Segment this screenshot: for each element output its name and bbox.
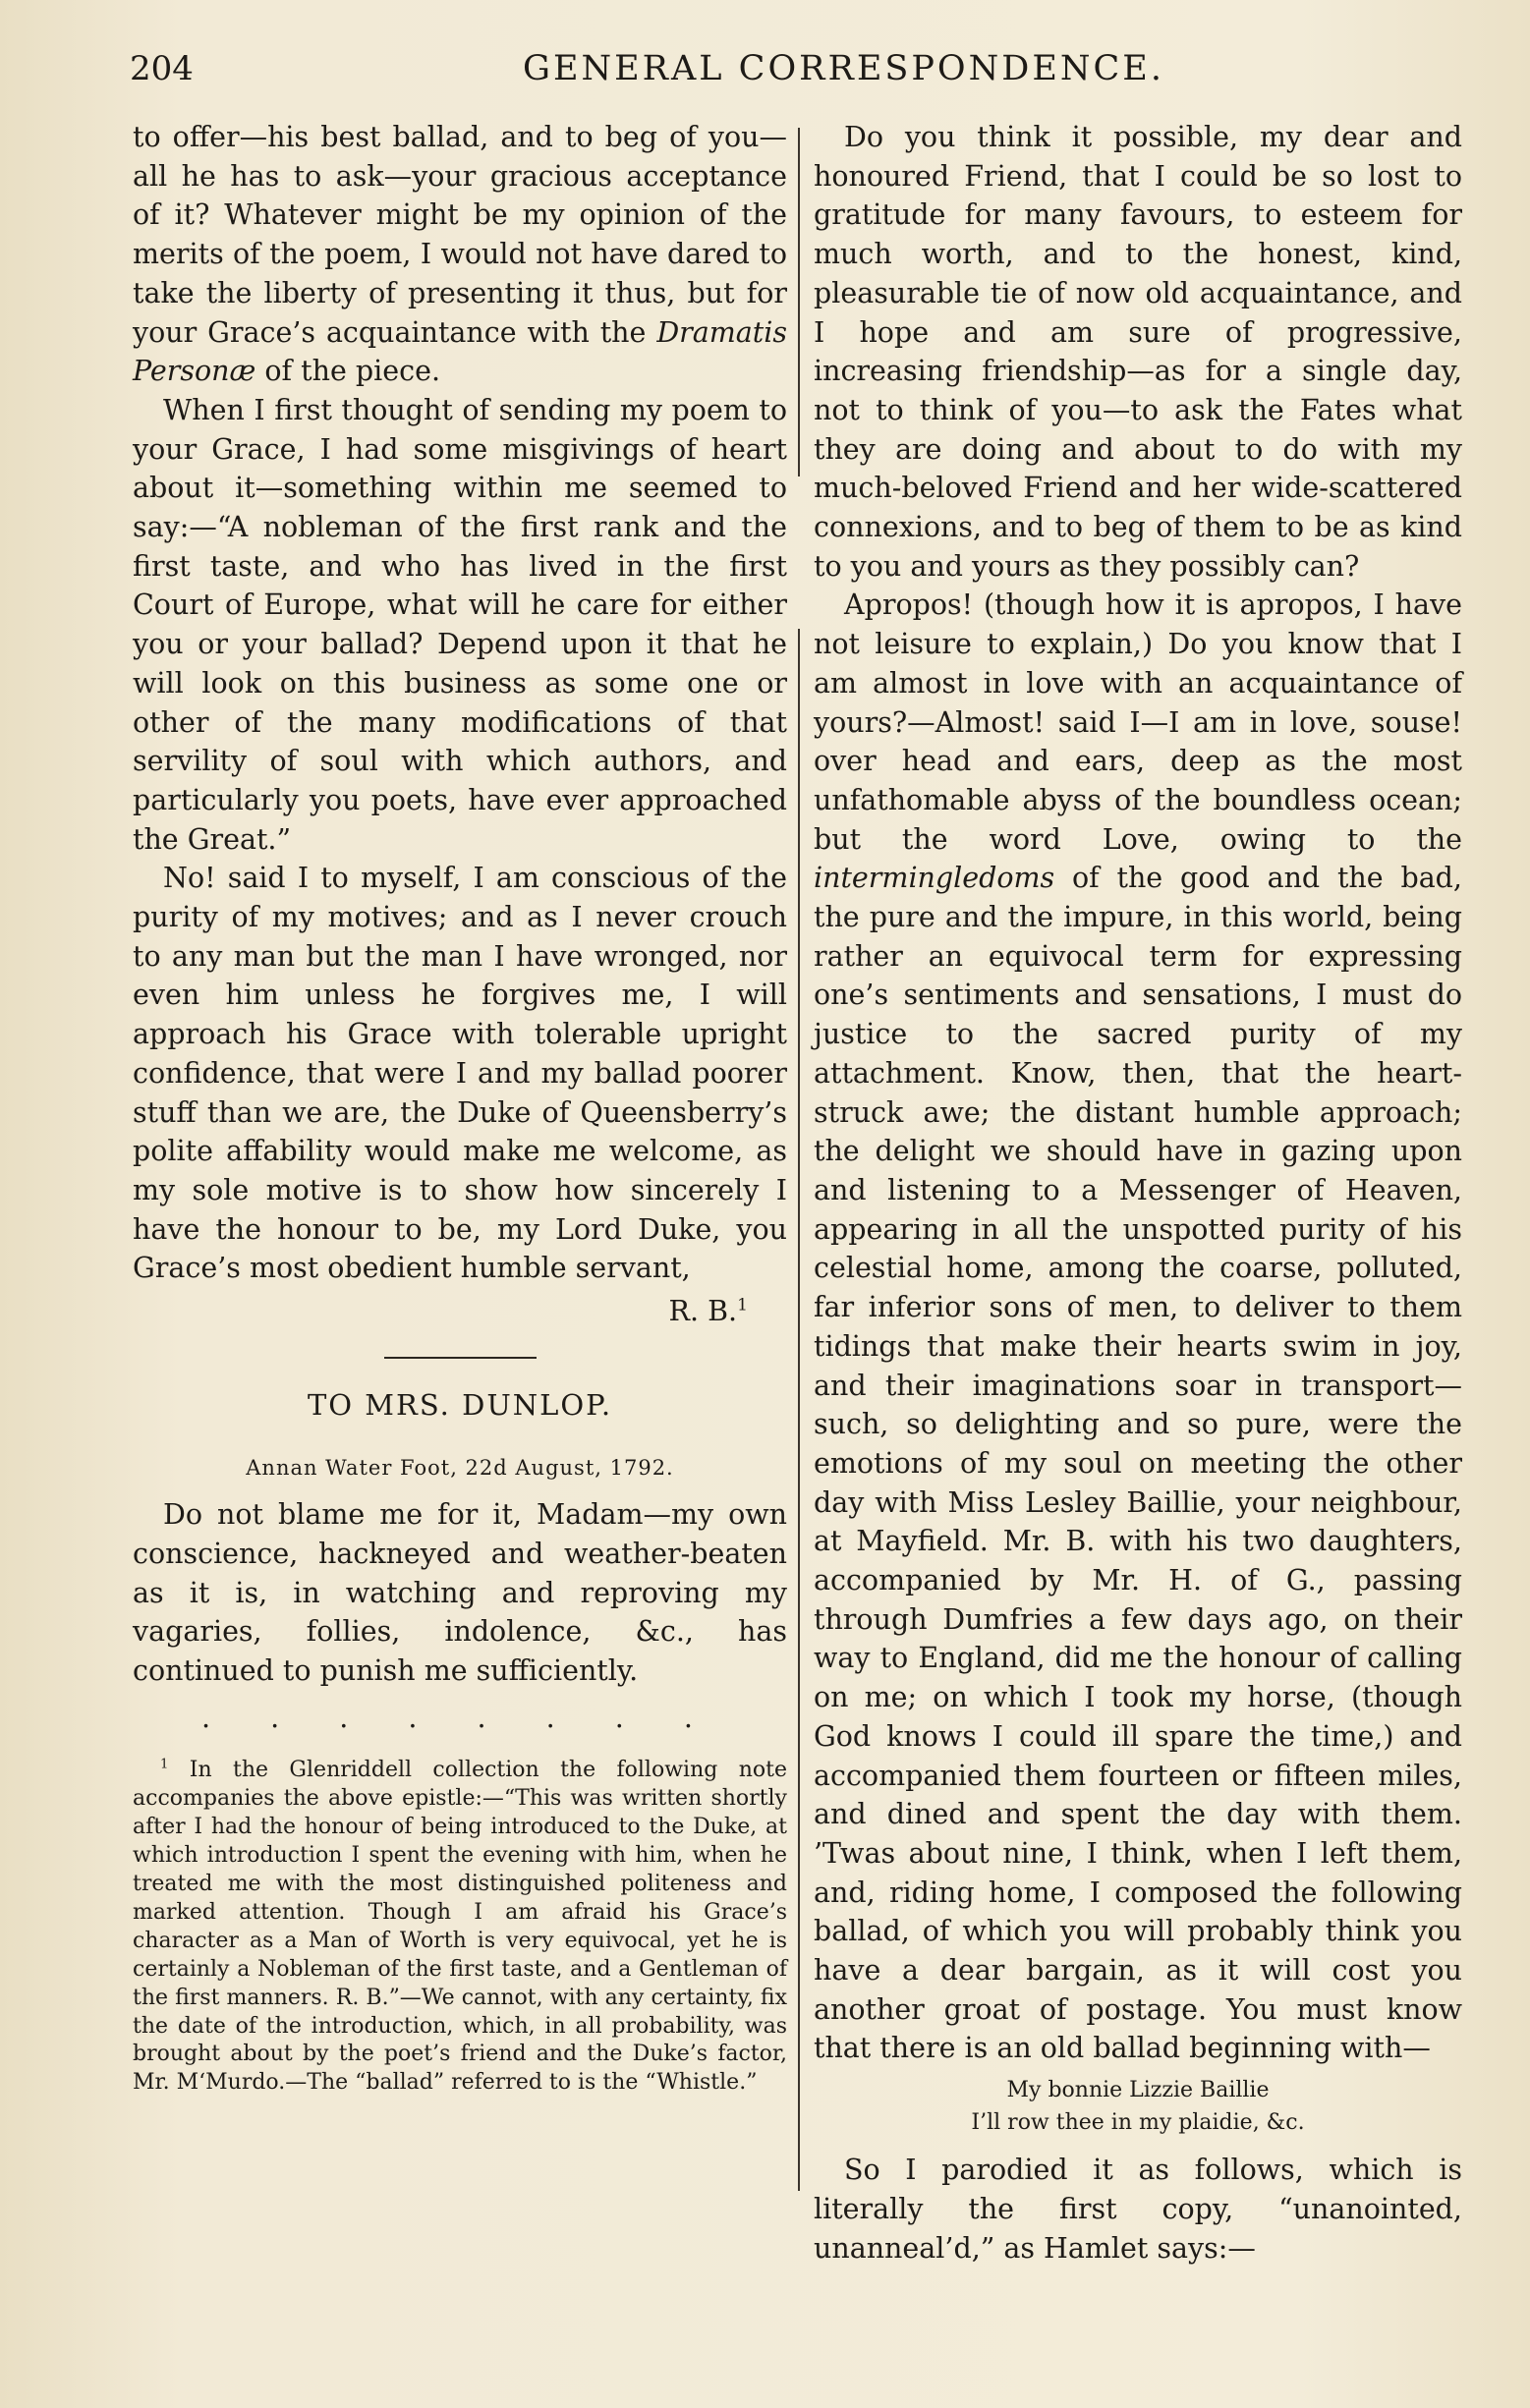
running-title: GENERAL CORRESPONDENCE.: [523, 49, 1164, 88]
page-header: [130, 49, 1164, 98]
column-divider-top: [798, 128, 800, 476]
verse-line-2: I’ll row thee in my plaidie, &c.: [971, 2110, 1305, 2136]
paragraph-do-not-blame: Do not blame me for it, Madam—my own conscience, hackneyed and weather-beaten as it is, in watching and reproving my vagaries, follies, indolence, &c., has continued to punish me sufficiently.: [133, 1498, 787, 1688]
paragraph-continuation: to offer—his best ballad, and to beg of you—all he has to ask—your gracious acceptance of it? Whatever might be my opinion of the merits of the poem, I would not have dared to take the liberty of presenting it thus, but for your Grace’s acquaintance with the Dramatis Personæ of the piece.: [133, 121, 787, 388]
signature: R. B.$^1$: [668, 1295, 748, 1328]
left-column: [133, 118, 787, 2098]
letter-title: TO MRS. DUNLOP.: [307, 1387, 613, 1422]
footnote-marker: 1: [737, 1295, 748, 1316]
italic-dramatis-personae: Dramatis Personæ: [133, 315, 787, 388]
verse-line-1: My bonnie Lizzie Baillie: [1006, 2078, 1270, 2103]
page-number: 204: [130, 49, 194, 88]
paragraph-conscious: No! said I to myself, I am conscious of the purity of my motives; and as I never crouch to any man but the man I have wronged, nor even him unless he forgives me, I will approach his Grace with tolerable upright confidence, that were I and my ballad poorer stuff than we are, the Duke of Queensberry’s polite affability would make me welcome, as my sole motive is to show how sincerely I have the honour to be, my Lord Duke, you Grace’s most obedient humble servant,: [133, 862, 787, 1285]
footnote-number: 1: [160, 1758, 169, 1773]
paragraph-misgivings: When I first thought of sending my poem to your Grace, I had some misgivings of heart about it—something within me seemed to say:—“A nobleman of the first rank and the first taste, and who has lived in the first Court of Europe, what will he care for either you or your ballad? Depend upon it that he will look on this business as some one or other of the many modifications of that servility of soul with which authors, and particularly you poets, have ever approached the Great.”: [133, 393, 787, 856]
ellipsis-dots: . . . . . . . .: [201, 1701, 718, 1734]
italic-intermingledoms: intermingledoms: [814, 862, 1055, 895]
paragraph-apropos: Apropos! (though how it is apropos, I have not leisure to explain,) Do you know that I am almost in love with an acquaintance of yours?—Almost! said I—I am in love, souse! over head and ears, deep as the most unfathomable abyss of the boundless ocean; but the word Love, owing to the intermingledoms of the good and the bad, the pure and the impure, in this world, being rather an equivocal term for expressing one’s sentiments and sensations, I must do justice to the sacred purity of my attachment. Know, then, that the heart-struck awe; the distant humble approach; the delight we should have in gazing upon and listening to a Messenger of Heaven, appearing in all the unspotted purity of his celestial home, among the coarse, polluted, far inferior sons of men, to deliver to them tidings that make their hearts swim in joy, and their imaginations soar in transport—such, so delighting and so pure, were the emotions of my soul on meeting the other day with Miss Lesley Baillie, your neighbour, at Mayfield. Mr. B. with his two daughters, accompanied by Mr. H. of G., passing through Dumfries a few days ago, on their way to England, did me the honour of calling on me; on which I took my horse, (though God knows I could ill spare the time,) and accompanied them fourteen or fifteen miles, and dined and spent the day with them. ’Twas about nine, I think, when I left them, and, riding home, I composed the following ballad, of which you will probably think you have a dear bargain, as it will cost you another groat of postage. You must know that there is an old ballad beginning with—: [814, 588, 1462, 2065]
column-divider-bottom: [798, 629, 800, 2191]
section-separator: [384, 1357, 537, 1359]
paragraph-do-you-think: Do you think it possible, my dear and honoured Friend, that I could be so lost to gratitude for many favours, to esteem for much worth, and to the honest, kind, pleasurable tie of now old acquaintance, and I hope and am sure of progressive, increasing friendship—as for a single day, not to think of you—to ask the Fates what they are doing and about to do with my much-beloved Friend and her wide-scattered connexions, and to beg of them to be as kind to you and yours as they possibly can?: [814, 121, 1462, 583]
paragraph-parodied: So I parodied it as follows, which is literally the first copy, “unanointed, unanneal’d,” as Hamlet says:—: [814, 2154, 1462, 2265]
right-column: [814, 118, 1462, 2268]
letter-dateline: Annan Water Foot, 22d August, 1792.: [246, 1455, 674, 1480]
verse-quote: [814, 2074, 1462, 2139]
footnote: $^1$ In the Glenriddell collection the following note accompanies the above epistle:—“This was written shortly after I had the honour of being introduced to the Duke, at which introduction I spent the evening with him, when he treated me with the most distinguished politeness and marked attention. Though I am afraid his Grace’s character as a Man of Worth is very equivocal, yet he is certainly a Nobleman of the first taste, and a Gentleman of the first manners. R. B.”—We cannot, with any certainty, fix the date of the introduction, which, in all probability, was brought about by the poet’s friend and the Duke’s factor, Mr. M‘Murdo.—The “ballad” referred to is the “Whistle.”: [133, 1758, 787, 2096]
